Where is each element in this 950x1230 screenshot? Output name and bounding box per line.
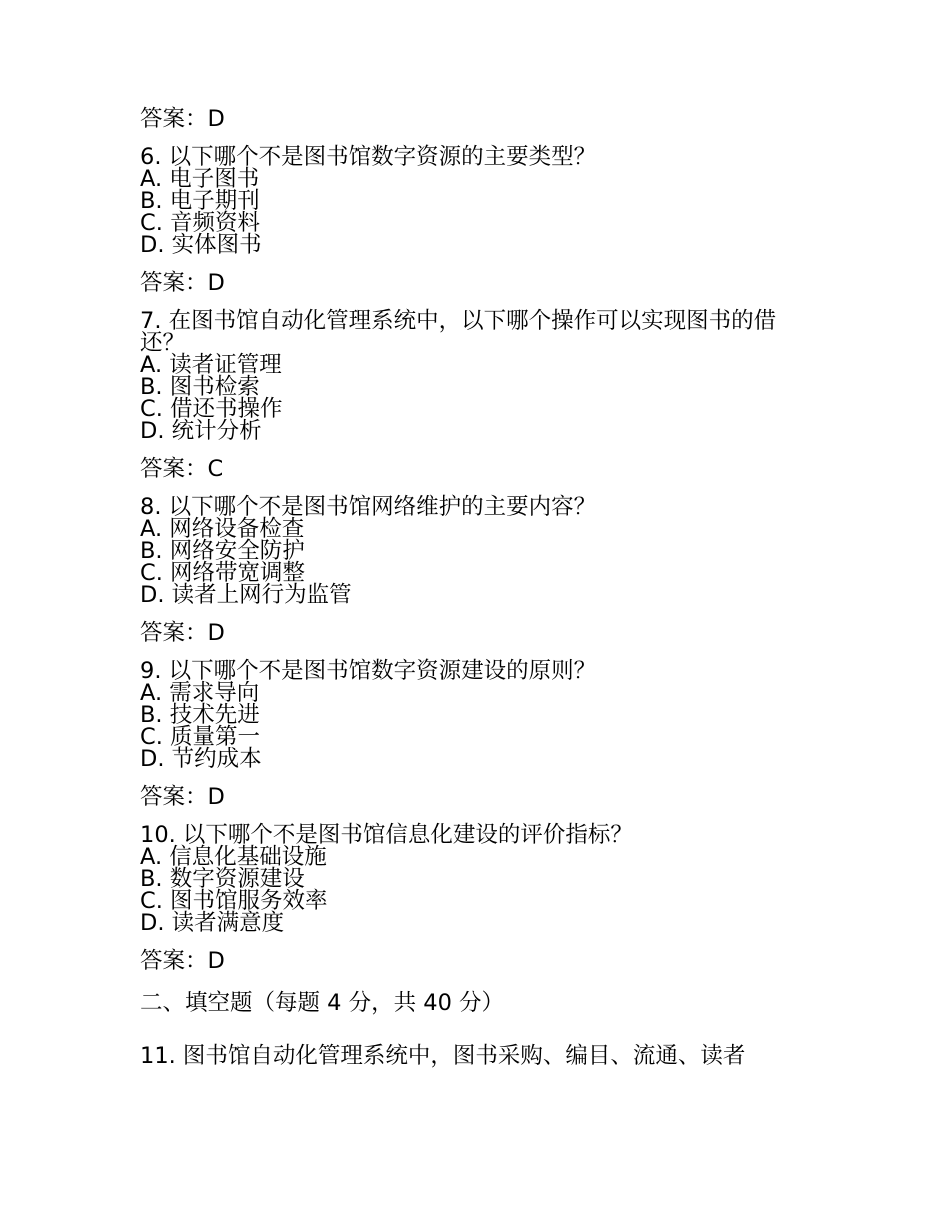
option-a: A. 读者证管理 <box>140 352 282 378</box>
option-b: B. 电子期刊 <box>140 188 260 214</box>
answer-5: 答案：D <box>140 106 225 132</box>
question-text: 6. 以下哪个不是图书馆数字资源的主要类型？ <box>140 144 597 170</box>
document-page <box>140 104 820 1093</box>
option-d: D. 读者上网行为监管 <box>140 582 352 608</box>
fill-question-11: 11. 图书馆自动化管理系统中，图书采购、编目、流通、读者 <box>140 1042 746 1069</box>
option-d: D. 实体图书 <box>140 232 262 258</box>
option-c: C. 图书馆服务效率 <box>140 888 328 914</box>
section-title: 二、填空题（每题 4 分，共 40 分） <box>140 990 505 1016</box>
option-a: A. 需求导向 <box>140 680 260 706</box>
question-10 <box>140 824 820 976</box>
question-text: 10. 以下哪个不是图书馆信息化建设的评价指标？ <box>140 822 633 848</box>
answer: 答案：D <box>140 620 225 646</box>
question-7 <box>140 310 820 484</box>
option-b: B. 网络安全防护 <box>140 538 305 564</box>
option-b: B. 图书检索 <box>140 374 260 400</box>
answer: 答案：D <box>140 948 225 974</box>
option-d: D. 读者满意度 <box>140 910 285 936</box>
option-a: A. 网络设备检查 <box>140 516 305 542</box>
option-d: D. 节约成本 <box>140 746 262 772</box>
option-b: B. 数字资源建设 <box>140 866 305 892</box>
option-b: B. 技术先进 <box>140 702 260 728</box>
question-text: 7. 在图书馆自动化管理系统中，以下哪个操作可以实现图书的借还？ <box>140 308 777 356</box>
question-6 <box>140 146 820 298</box>
option-c: C. 网络带宽调整 <box>140 560 306 586</box>
answer: 答案：C <box>140 456 224 482</box>
question-text: 8. 以下哪个不是图书馆网络维护的主要内容？ <box>140 494 597 520</box>
option-c: C. 借还书操作 <box>140 396 283 422</box>
answer: 答案：D <box>140 270 225 296</box>
option-a: A. 电子图书 <box>140 166 260 192</box>
option-a: A. 信息化基础设施 <box>140 844 327 870</box>
option-c: C. 质量第一 <box>140 724 261 750</box>
option-c: C. 音频资料 <box>140 210 261 236</box>
question-8 <box>140 496 820 648</box>
question-9 <box>140 660 820 812</box>
question-text: 9. 以下哪个不是图书馆数字资源建设的原则？ <box>140 658 597 684</box>
answer: 答案：D <box>140 784 225 810</box>
option-d: D. 统计分析 <box>140 418 262 444</box>
